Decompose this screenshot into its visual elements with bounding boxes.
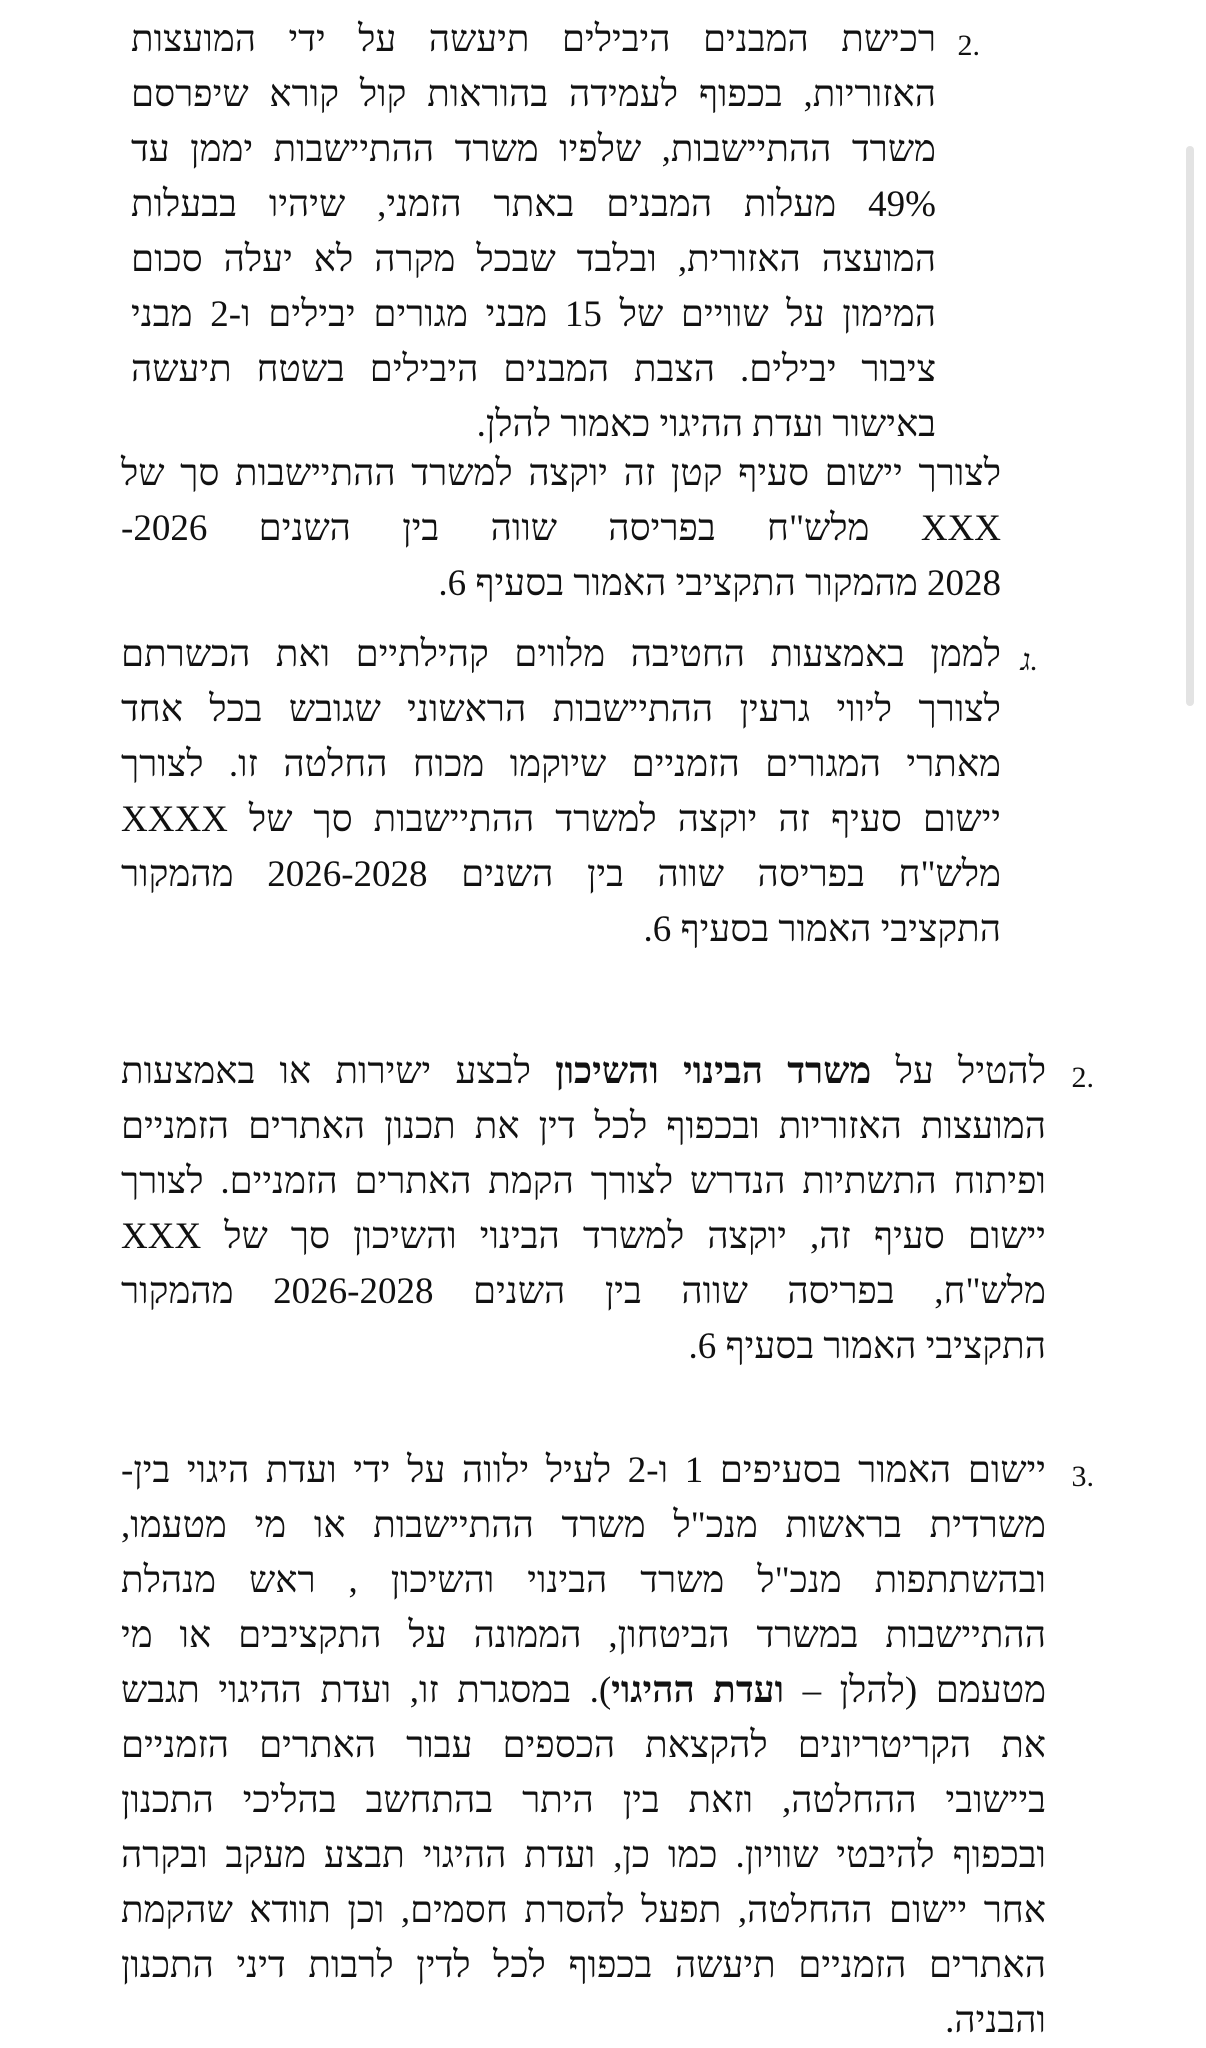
text-run: לבצע ישירות או באמצעות [121,1051,556,1092]
paragraph-item-1 [131,12,936,452]
text-line: לצורך ליווי גרעין ההתיישבות הראשוני שגובש בכל אחד [121,689,1001,730]
text-line: משרדית בראשות מנכ"ל משרד ההתיישבות או מי מטעמו, [121,1505,1046,1546]
text-line: ובכפוף להיבטי שוויון. כמו כן, ועדת ההיגוי תבצע מעקב ובקרה [121,1835,1046,1876]
text-line: באישור ועדת ההיגוי כאמור להלן. [476,404,936,445]
text-line: ופיתוח התשתיות הנדרש לצורך הקמת האתרים הזמניים. לצורך [121,1161,1046,1202]
text-line: מאתרי המגורים הזמניים שיוקמו מכוח החלטה זו. לצורך [121,744,1001,785]
text-line: המועצות האזוריות ובכפוף לכל דין את תכנון האתרים הזמניים [121,1106,1046,1147]
text-line: ציבור יבילים. הצבת המבנים היבילים בשטח תיעשה [131,349,936,390]
text-line: את הקריטריונים להקצאת הכספים עבור האתרים הזמניים [121,1725,1046,1766]
text-run: להטיל על [871,1051,1046,1092]
paragraph-subsection-budget [121,446,1001,611]
text-line: XXX מלש"ח בפריסה שווה בין השנים 2026- [121,508,1001,549]
list-marker-item-gimel: ג. [1020,644,1038,677]
text-line: יישום האמור בסעיפים 1 ו-2 לעיל ילווה על ידי ועדת היגוי בין- [121,1450,1046,1491]
text-line: לממן באמצעות החטיבה מלווים קהילתיים ואת הכשרתם [121,634,1001,675]
text-line: ביישובי ההחלטה, וזאת בין היתר בהתחשב בהליכי התכנון [121,1780,1046,1821]
text-line: התקציבי האמור בסעיף 6. [643,909,1001,950]
text-line: והבניה. [945,2000,1046,2041]
text-line: האזוריות, בכפוף לעמידה בהוראות קול קורא שיפרסם [131,74,936,115]
text-line: משרד ההתיישבות, שלפיו משרד ההתיישבות יממן עד [131,129,936,170]
paragraph-item-2 [121,1044,1046,1374]
paragraph-item-3 [121,1443,1046,2048]
list-marker-item-2: 2. [1071,1061,1094,1094]
text-line: יישום סעיף זה יוקצה למשרד ההתיישבות סך של XXXX [121,799,1001,840]
text-line: התקציבי האמור בסעיף 6. [688,1326,1046,1367]
vertical-scrollbar[interactable] [1186,146,1194,706]
text-line [121,1044,1046,1099]
text-line: 49% מעלות המבנים באתר הזמני, שיהיו בבעלות [131,184,936,225]
ministry-name-bold: משרד הבינוי והשיכון [555,1051,872,1092]
text-line [121,1663,1046,1718]
text-line: המימון על שוויים של 15 מבני מגורים יבילים ו-2 מבני [131,294,937,335]
text-line: רכישת המבנים היבילים תיעשה על ידי המועצות [131,19,936,60]
list-marker-item-1: 2. [957,29,980,62]
steering-committee-term-bold: ועדת ההיגוי [611,1670,785,1711]
text-line: ההתיישבות במשרד הביטחון, הממונה על התקציבים או מי [121,1615,1046,1656]
text-line: מלש"ח, בפריסה שווה בין השנים 2026-2028 מהמקור [121,1271,1046,1312]
text-line: לצורך יישום סעיף קטן זה יוקצה למשרד ההתיישבות סך של [121,453,1001,494]
text-line: ובהשתתפות מנכ"ל משרד הבינוי והשיכון , ראש מנהלת [121,1560,1046,1601]
list-marker-item-3: 3. [1071,1460,1094,1493]
text-line: מלש"ח בפריסה שווה בין השנים 2026-2028 מהמקור [121,854,1001,895]
text-run: מטעמם (להלן – [784,1670,1046,1711]
text-line: יישום סעיף זה, יוקצה למשרד הבינוי והשיכון סך של XXX [121,1216,1046,1257]
text-line: אחר יישום ההחלטה, תפעל להסרת חסמים, וכן תוודא שהקמת [121,1890,1046,1931]
paragraph-item-gimel [121,627,1001,957]
text-line: האתרים הזמניים תיעשה בכפוף לכל לדין לרבות דיני התכנון [121,1945,1046,1986]
text-line: 2028 מהמקור התקציבי האמור בסעיף 6. [438,563,1001,604]
text-run: ). במסגרת זו, ועדת ההיגוי תגבש [121,1670,612,1711]
text-line: המועצה האזורית, ובלבד שבכל מקרה לא יעלה סכום [131,239,936,280]
